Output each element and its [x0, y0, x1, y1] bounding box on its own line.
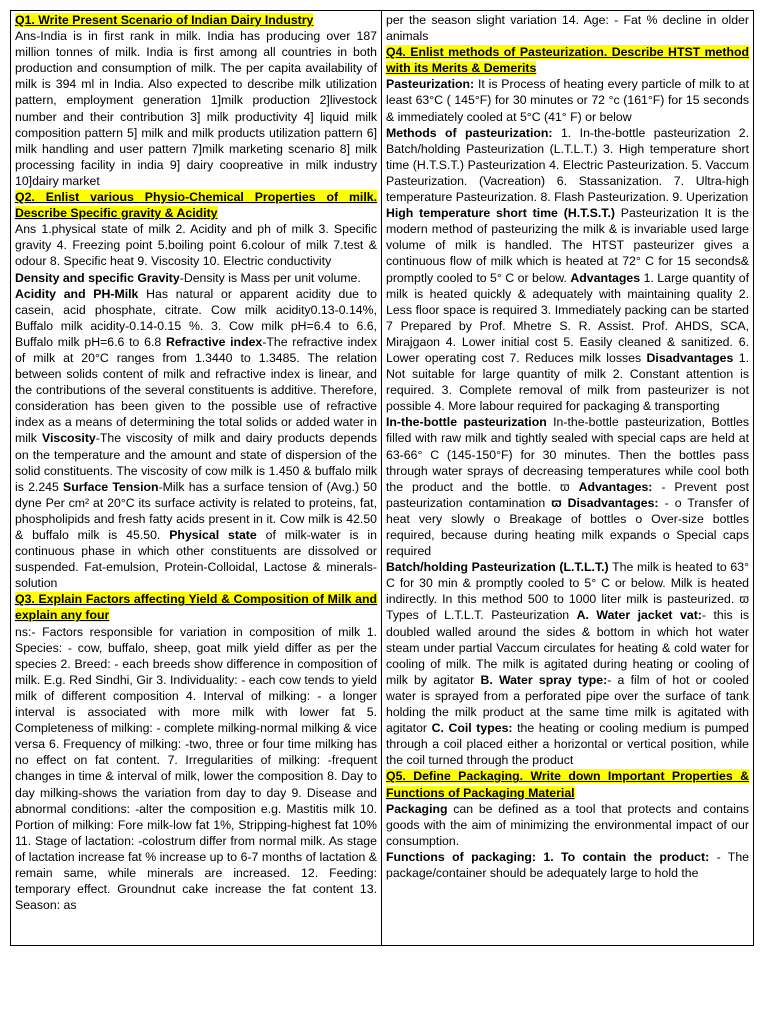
batch-term: Batch/holding Pasteurization (L.T.L.T.)	[386, 560, 609, 575]
functions-paragraph	[386, 849, 749, 881]
methods-text: 1. In-the-bottle pasteurization 2. Batch/holding Pasteurization (L.T.L.T.) 3. High temperature short time (H.T.S.T.) Pasteurization 4. Electric Pasteurization. 5. Vaccum Pasteurization. (Vacreation) 6. Stassanization. 7. Ultra-high temperature Pasteurization. 8. Flash Pasteurization. 9. Uperization	[386, 125, 749, 205]
packaging-term: Packaging	[386, 801, 448, 816]
physical-state-term: Physical state	[169, 528, 257, 542]
q2-intro: Ans 1.physical state of milk 2. Acidity and ph of milk 3. Specific gravity 4. Freezing point 5.boiling point 6.colour of milk 7.test & odour 8. Specific heat 9. Viscosity 10. Electric conductivity	[15, 222, 377, 269]
q4-heading: Q4. Enlist methods of Pasteurization. Describe HTST method with its Merits & Demerits	[386, 45, 749, 76]
in-bottle-disadvantages-term: ϖ Disadvantages:	[551, 495, 659, 510]
coil-term: C. Coil types:	[431, 721, 513, 736]
htst-paragraph	[386, 205, 749, 414]
right-column	[382, 11, 753, 945]
water-spray-term: B. Water spray type:	[480, 672, 608, 687]
in-bottle-text: In-the-bottle pasteurization, Bottles filled with raw milk and tightly sealed with special caps are held at 63-66° C (145-150°F) for 30 minutes. Then the bottles pass through water sprays of decreasing temperatures while cool both the product and the bottle. ϖ	[386, 415, 749, 494]
document-table	[10, 10, 754, 946]
water-jacket-term: A. Water jacket vat:	[576, 608, 702, 623]
surface-tension-term: Surface Tension	[63, 479, 159, 494]
coil-text: the heating or cooling medium is pumped through a coil placed either a horizontal or vertical position, while the coil turned through the product	[386, 721, 750, 768]
refractive-term: Refractive index	[165, 334, 263, 349]
q1-section	[15, 12, 377, 189]
in-bottle-advantages-term: Advantages:	[578, 479, 653, 494]
water-jacket-text: - this is doubled walled around the sides & bottom in which hot water steam under partial Vaccum circulates for heating & cold water for cooling of milk. The milk is agitated during heating or cooling of milk by agitator	[386, 608, 750, 687]
disadvantages-term: Disadvantages	[646, 350, 734, 365]
q1-heading: Q1. Write Present Scenario of Indian Dairy Industry	[15, 13, 314, 27]
q3-section	[15, 591, 377, 913]
density-term: Density and specific Gravity	[15, 270, 180, 285]
q3-heading: Q3. Explain Factors affecting Yield & Composition of Milk and explain any four	[15, 592, 377, 623]
pasteurization-term: Pasteurization:	[386, 77, 475, 92]
htst-term: High temperature short time (H.T.S.T.)	[386, 206, 615, 221]
disadvantages-text: 1. Not suitable for large quantity of milk 2. Constant attention is required. 3. Complete removal of milk from pasteurizer is not possible 4. More labour required for packaging & transporting	[386, 350, 749, 414]
advantages-term: Advantages	[570, 270, 641, 285]
left-column	[11, 11, 382, 945]
physical-state-text: of milk-water is in continuous phase in which other constituents are dissolved or suspended. Fat-emulsion, Protein-Colloidal, Lactose & minerals-solution	[15, 528, 377, 591]
functions-text: - The package/container should be adequately large to hold the	[386, 849, 749, 880]
q2-section	[15, 189, 377, 269]
methods-paragraph	[386, 125, 749, 205]
batch-text: The milk is heated to 63° C for 30 min & promptly cooled to 5° C or below. Milk is heated indirectly. In this method 500 to 1000 liter milk is pasteurized. ϖ Types of L.T.L.T. Pasteurization	[386, 560, 749, 623]
functions-term: Functions of packaging: 1. To contain the product:	[386, 849, 710, 864]
in-bottle-paragraph	[386, 414, 749, 559]
methods-term: Methods of pasteurization:	[386, 125, 553, 140]
acidity-paragraph	[15, 286, 377, 592]
q3-answer: ns:- Factors responsible for variation in composition of milk 1. Species: - cow, buffalo, sheep, goat milk yield differ as per the species 2. Breed: - each breeds show difference in composition of milk. E.g. Red Sindhi, Gir 3. Individuality: - each cow tends to yield milk of different composition 4. Interval of milking: - a longer interval is associated with more milk with lower fat 5. Completeness of milking: - complete milking-normal milking & vice versa 6. Frequency of milking: -two, three or four time milking has no effect on fat content. 7. Irregularities of milking: -frequent changes in time & interval of milk, lower the composition 8. Day to day milking-shows the variation from day to day 9. Disease and abnormal conditions: -alter the composition e.g. Mastitis milk 10. Portion of milking: Fore milk-low fat 1%, Stripping-highest fat 10% 11. Stage of lactation: -colostrum differ from normal milk. As stage of lactation increase fat % increase up to 6-7 months of lactation & remain same, while minerals are increased. 12. Feeding: temporary effect. Groundnut cake increase the fat content 13. Season: as	[15, 624, 377, 913]
density-text: -Density is Mass per unit volume.	[179, 270, 361, 285]
in-bottle-term: In-the-bottle pasteurization	[386, 415, 547, 430]
q1-answer: Ans-India is in first rank in milk. India has producing over 187 million tonnes of milk. India is first among all countries in both production and consumption of milk. The per capita availability of milk is 394 ml in India. Also expected to describe milk utilization pattern, employment generation 1]milk production 2]livestock number and their contribution 3] milk productivity 4] liquid milk composition pattern 5] milk and milk products utilization pattern 6] milk handling and user pattern 7]milk marketing scenario 8] milk processing facility in india 9] dairy coopreative in milk industry 10]dairy market	[15, 29, 377, 188]
acidity-term: Acidity and PH-Milk	[15, 286, 139, 301]
refractive-text: -The refractive index of milk at 20°C ranges from 1.3440 to 1.3485. The relation between solids content of milk and refractive index is linear, and the contributions of the several constituents is additive. Therefore, consideration has been given to the possible use of refractive index as a means of determining the total solids or added water in milk	[15, 334, 377, 446]
packaging-text: can be defined as a tool that protects and contains goods with the aim of minimizing the environmental impact of our consumption.	[386, 801, 749, 848]
htst-text: Pasteurization It is the modern method of pasteurizing the milk & is invariable used large volume of milk is handled. The HTST pasteurizer gives a continuous flow of milk which is heated at 72° C for 15 seconds& promptly cooled to 5° C or below.	[386, 206, 749, 285]
water-spray-text: - a film of hot or cooled water is sprayed from a perforated pipe over the surface of tank holding the milk product at the same time milk is agitated with agitator	[386, 672, 750, 736]
acidity-text: Has natural or apparent acidity due to casein, acid phosphate, citrate. Cow milk acidity0.13-0.14%, Buffalo milk acidity-0.14-0.15 %. 3. Cow milk pH=6.4 to 6.6, Buffalo milk pH=6.6 to 6.8	[15, 286, 377, 349]
in-bottle-disadvantages-text: - o Transfer of heat very slowly o Breakage of bottles o Over-size bottles required, because during heating milk expands o Special caps required	[386, 495, 749, 559]
viscosity-term: Viscosity	[41, 431, 96, 446]
q4-section	[386, 44, 749, 124]
density-paragraph	[15, 270, 377, 286]
q5-heading: Q5. Define Packaging. Write down Important Properties & Functions of Packaging Material	[386, 769, 749, 800]
q3-continuation: per the season slight variation 14. Age: - Fat % decline in older animals	[386, 13, 749, 44]
viscosity-text: -The viscosity of milk and dairy products depends on the temperature and the amount and state of dispersion of the solid constituents. The viscosity of cow milk is 1.450 & buffalo milk is 2.245	[15, 431, 377, 494]
q2-heading: Q2. Enlist various Physio-Chemical Properties of milk. Describe Specific gravity & Acidity	[15, 190, 377, 221]
batch-paragraph	[386, 559, 749, 768]
pasteurization-text: It is Process of heating every particle of milk to at least 63°C ( 145°F) for 30 minutes or 72 °c (161°F) for 15 seconds & immediately cooled at 5°C (41° F) or below	[386, 77, 749, 124]
advantages-text: 1. Large quantity of milk is heated quickly & adequately with maintaining quality 2. Less floor space is required 3. Immediately packing can be started 7 Prepared by Prof. Mhetre S. R. Assist. Prof. AHDS, SCA, Mirajgaon 4. Lower initial cost 5. Easily cleaned & sanitized. 6. Lower operating cost 7. Reduces milk losses	[386, 270, 750, 365]
surface-tension-text: -Milk has a surface tension of (Avg.) 50 dyne Per cm² at 20°C its surface activity is related to proteins, fat, phospholipids and fresh fatty acids present in it. Cow milk is 42.50 & buffalo milk is 45.50.	[15, 479, 377, 542]
q5-section	[386, 768, 749, 848]
in-bottle-advantages-text: - Prevent post pasteurization contamination	[386, 479, 750, 510]
